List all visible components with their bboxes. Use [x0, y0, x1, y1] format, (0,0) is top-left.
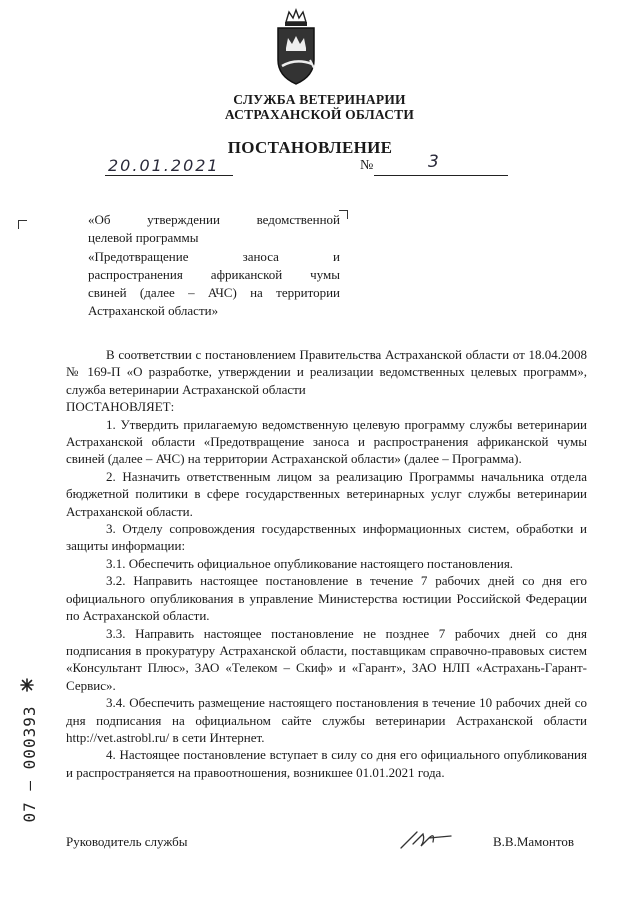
subject-line: свиней (далее – АЧС) на территории: [88, 285, 340, 301]
document-number-handwritten: 3: [428, 152, 439, 172]
signer-position: Руководитель службы: [66, 834, 188, 849]
item-3-2-paragraph: 3.2. Направить настоящее постановление в течение 7 рабочих дней со дня его официального опубликования в управление Министерства юстиции Российской Федерации по Астраханской области.: [66, 573, 587, 624]
resolves-keyword: ПОСТАНОВЛЯЕТ:: [66, 399, 175, 415]
item-3-3-paragraph: 3.3. Направить настоящее постановление не позднее 7 рабочих дней со дня подписания в прокуратуру Астраханской области, поставщикам справочно-правовых систем «Консультант Плюс», ЗАО «Телеком – Скиф» и «Гарант», ЗАО НЛП «Астрахань-Гарант-Сервис».: [66, 625, 587, 693]
subject-line: Астраханской области»: [88, 303, 219, 319]
preamble-paragraph: В соответствии с постановлением Правительства Астраханской области от 18.04.2008 № 169-П «О разработке, утверждении и реализации ведомственных целевых программ», служба ветеринарии Астраханской области: [66, 347, 587, 397]
subject-block: [88, 211, 340, 321]
number-underline: [374, 174, 508, 176]
document-body: [66, 346, 587, 781]
subject-corner-mark-left: [18, 220, 27, 229]
subject-line: целевой программы: [88, 230, 199, 246]
item-3-4-paragraph: 3.4. Обеспечить размещение настоящего постановления в течение 10 рабочих дней со дня подписания на официальном сайте службы ветеринарии Астраханской области http://vet.astrobl.ru/ в сети Интернет.: [66, 695, 587, 745]
astrakhan-coat-of-arms-icon: [272, 8, 320, 86]
number-label: №: [360, 158, 374, 173]
signature-icon: [395, 818, 455, 854]
subject-line: распространения африканской чумы: [88, 266, 340, 282]
signer-name: В.В.Мамонтов: [493, 834, 575, 849]
subject-line: «Об утверждении ведомственной: [88, 212, 340, 227]
registration-number: 07 – 000393: [20, 705, 39, 823]
item-3-1-paragraph: 3.1. Обеспечить официальное опубликование настоящего постановления.: [106, 555, 514, 571]
asterisk-mark-icon: [20, 678, 34, 692]
org-name-line1: СЛУЖБА ВЕТЕРИНАРИИ: [233, 92, 406, 107]
item-4-paragraph: 4. Настоящее постановление вступает в силу со дня его официального опубликования и распространяется на правоотношения, возникшее 01.01.2021 года.: [66, 747, 587, 780]
org-name-line2: АСТРАХАНСКОЙ ОБЛАСТИ: [224, 107, 415, 122]
item-1-paragraph: 1. Утвердить прилагаемую ведомственную целевую программу службы ветеринарии Астраханской области «Предотвращение заноса и распространения африканской чумы свиней (далее – АЧС) на территории Астраханской области» (далее – Программа).: [66, 416, 587, 467]
date-underline: [105, 174, 233, 176]
item-3-paragraph: 3. Отделу сопровождения государственных информационных систем, обработки и защиты информации:: [66, 521, 587, 554]
subject-line: «Предотвращение заноса и: [88, 248, 340, 264]
document-date-handwritten: 20.01.2021: [108, 156, 220, 175]
subject-corner-mark-right: [339, 210, 348, 219]
document-type-title: ПОСТАНОВЛЕНИЕ: [227, 138, 393, 157]
item-2-paragraph: 2. Назначить ответственным лицом за реализацию Программы начальника отдела бюджетной политики в сфере государственных ветеринарных услуг службы ветеринарии Астраханской области.: [66, 468, 587, 519]
